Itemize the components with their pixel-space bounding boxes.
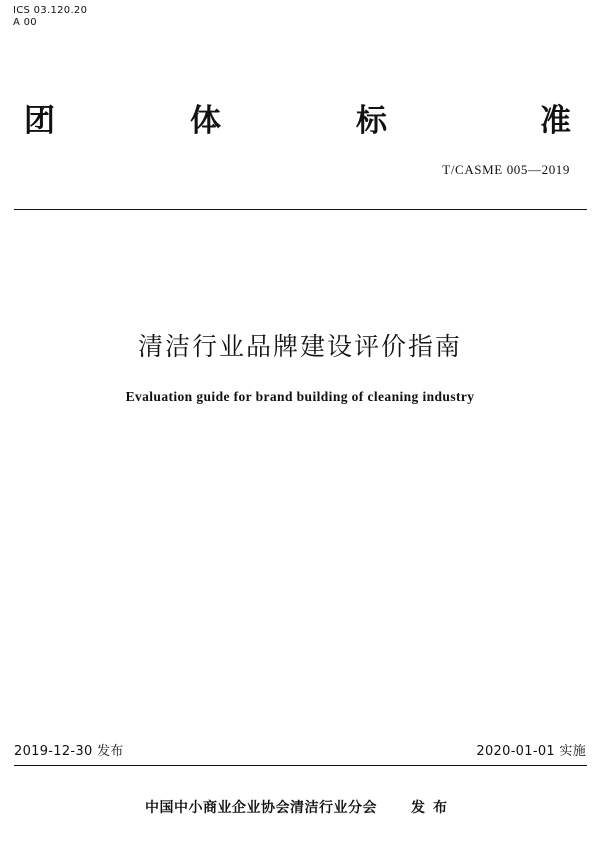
implementation-date: 2020-01-01 实施 [476, 744, 586, 759]
title-english: Evaluation guide for brand building of cleaning industry [125, 389, 475, 404]
ccs-code: A 00 [13, 17, 37, 28]
release-date: 2019-12-30 发布 [14, 744, 124, 759]
standard-type-char: 标 [356, 103, 387, 139]
standard-type-char: 团 [24, 103, 55, 139]
title-chinese: 清洁行业品牌建设评价指南 [137, 332, 462, 361]
issuer-line [0, 799, 600, 817]
top-divider [14, 209, 587, 210]
standard-type-char: 准 [540, 103, 571, 139]
ics-code: ICS 03.120.20 [13, 5, 88, 16]
issuer-action: 发布 [411, 800, 455, 816]
standard-type-char: 体 [190, 103, 221, 139]
issuer-organization: 中国中小商业企业协会清洁行业分会 [145, 800, 377, 816]
standard-number: T/CASME 005—2019 [442, 162, 570, 177]
bottom-divider [14, 765, 587, 766]
